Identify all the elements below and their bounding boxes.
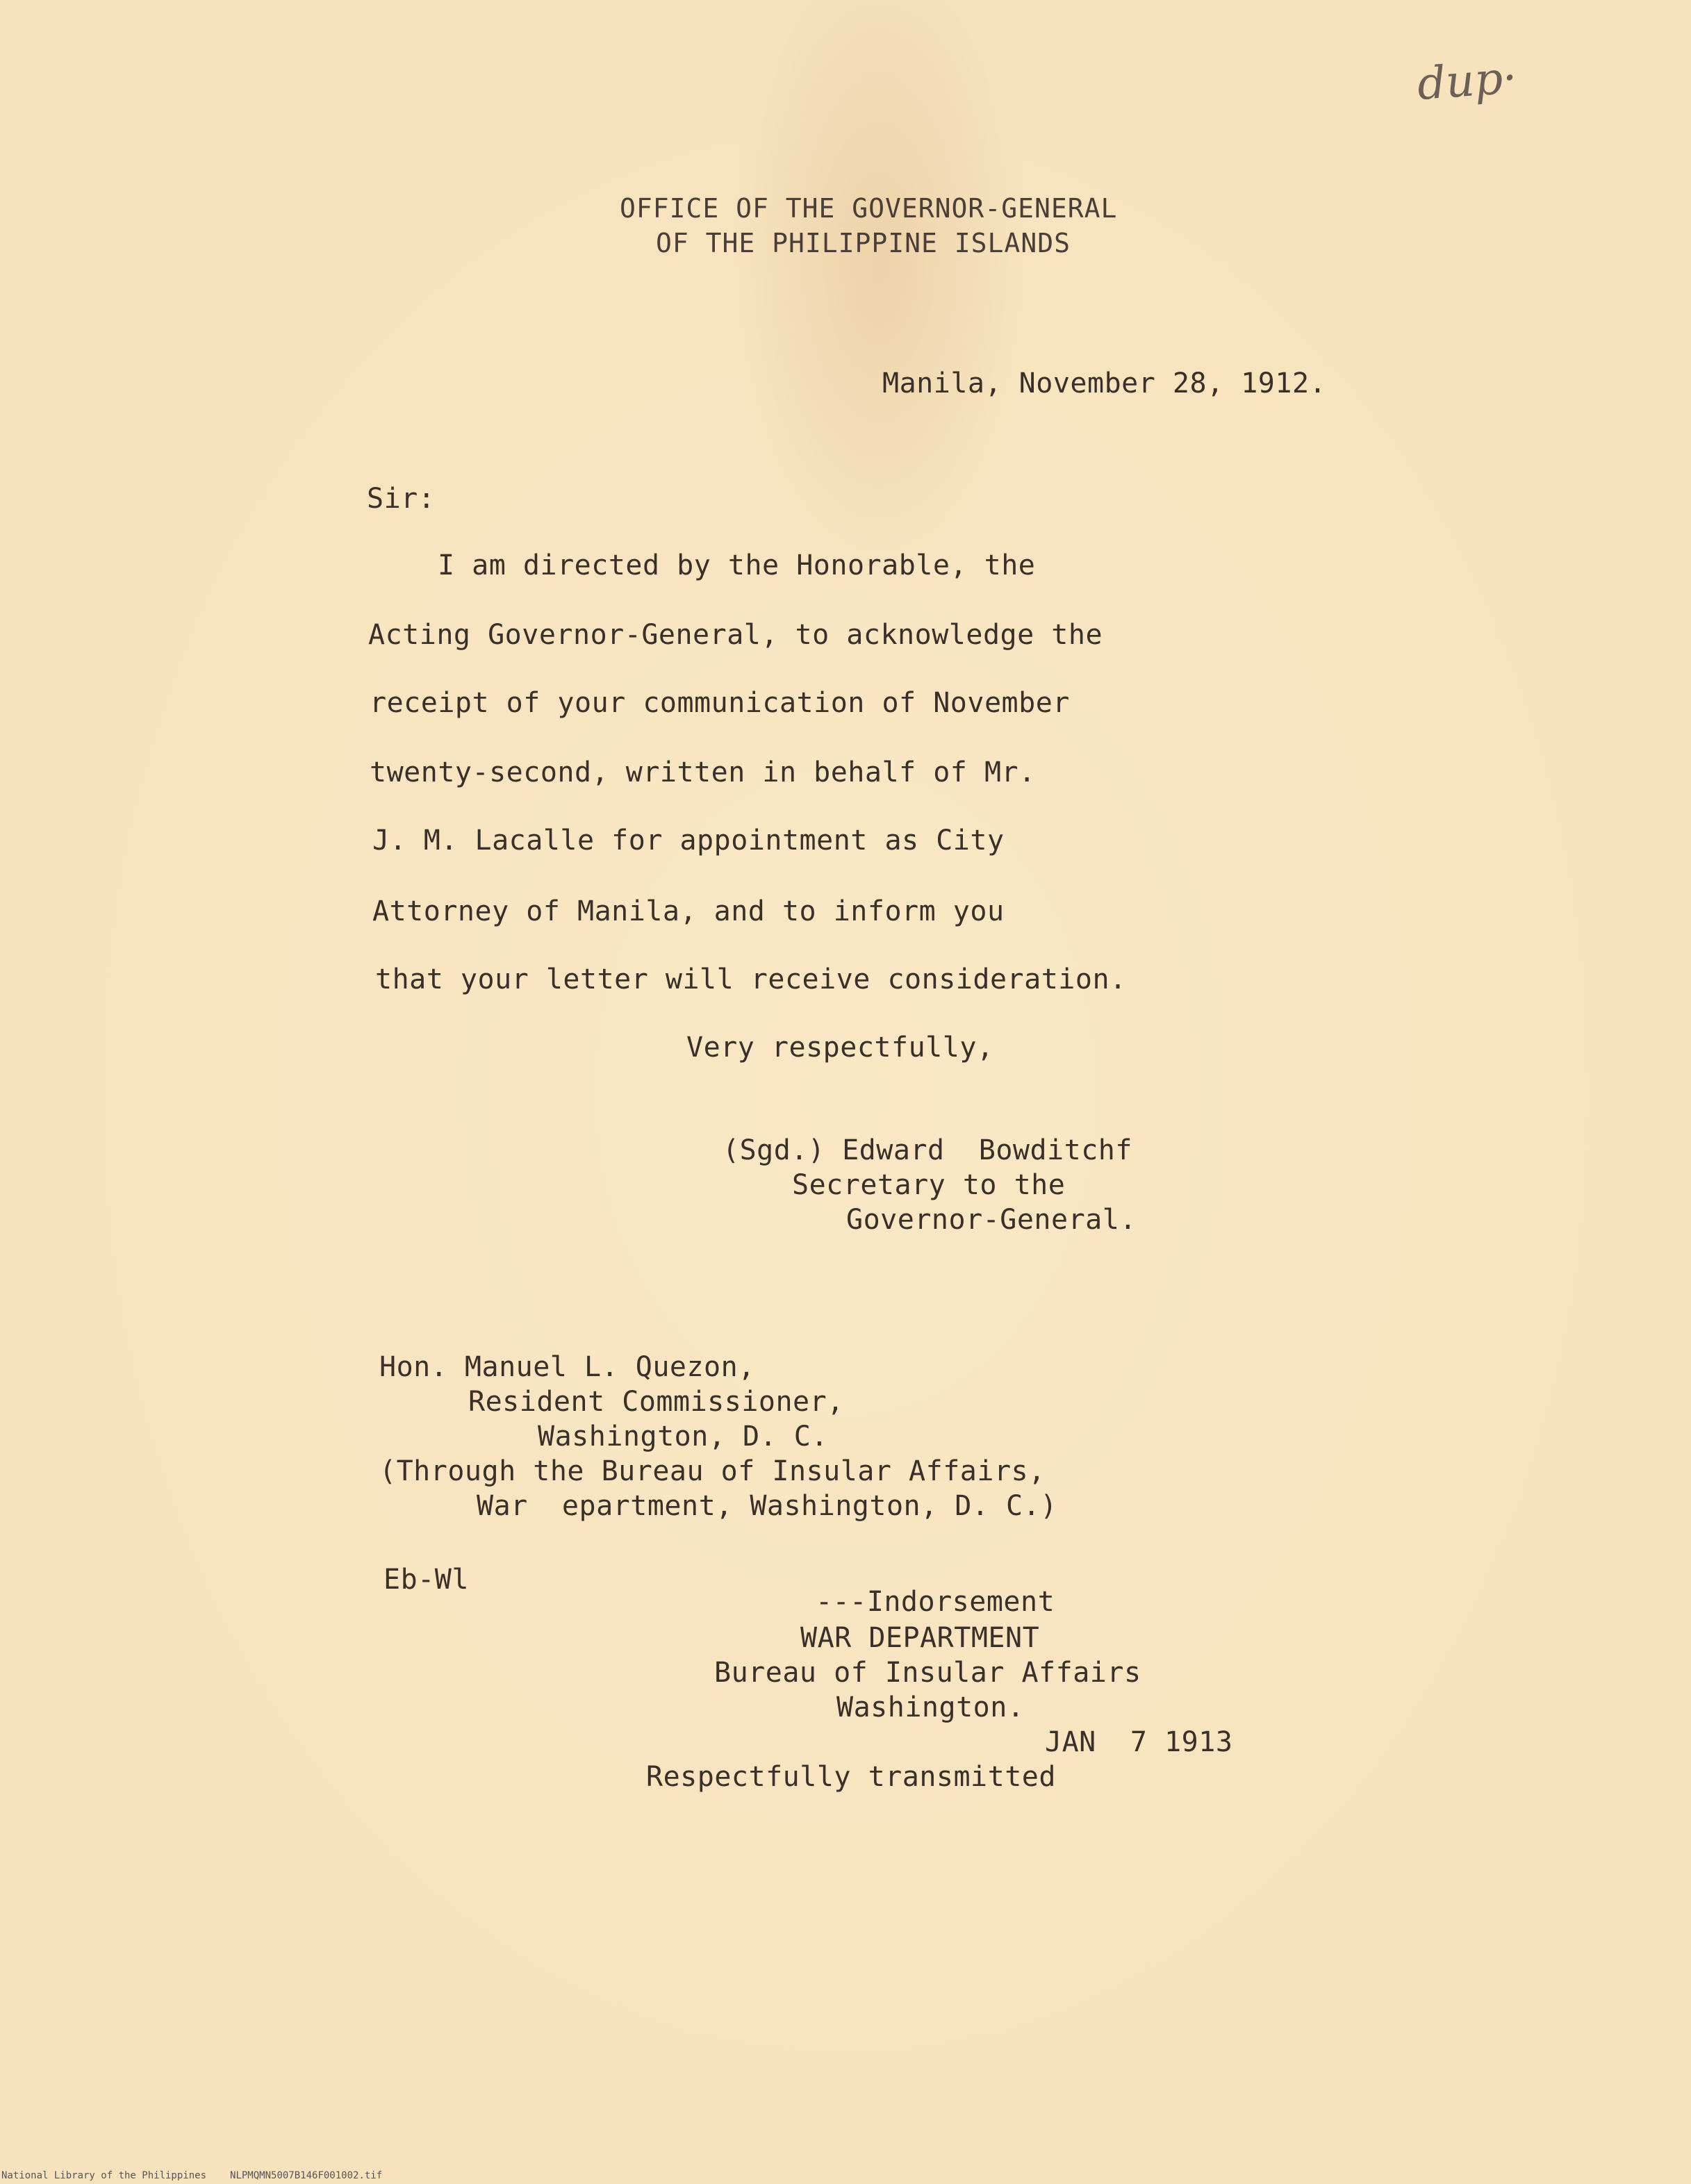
addressee-line-2: Resident Commissioner, xyxy=(468,1386,844,1418)
indorsement-transmitted: Respectfully transmitted xyxy=(646,1761,1056,1793)
initials: Eb-Wl xyxy=(383,1564,469,1596)
addressee-line-5: War epartment, Washington, D. C.) xyxy=(477,1490,1057,1522)
addressee-line-4: (Through the Bureau of Insular Affairs, xyxy=(379,1455,1046,1487)
body-line-5: J. M. Lacalle for appointment as City xyxy=(372,825,1005,857)
signature-title-1: Secretary to the xyxy=(792,1169,1066,1201)
addressee-line-3: Washington, D. C. xyxy=(538,1421,828,1453)
library-name: National Library of the Philippines xyxy=(1,2170,207,2181)
file-id: NLPMQMN5007B146F001002.tif xyxy=(230,2170,383,2181)
body-line-3: receipt of your communication of November xyxy=(370,687,1070,719)
handwritten-note: dup· xyxy=(1415,52,1519,110)
closing: Very respectfully, xyxy=(686,1032,994,1064)
indorsement-date: JAN 7 1913 xyxy=(1045,1726,1233,1758)
date-line: Manila, November 28, 1912. xyxy=(882,367,1327,399)
archive-footer xyxy=(1,2170,406,2181)
body-line-2: Acting Governor-General, to acknowledge the xyxy=(368,619,1103,651)
signature-name: (Sgd.) Edward Bowditchf xyxy=(723,1134,1132,1166)
addressee-line-1: Hon. Manuel L. Quezon, xyxy=(379,1351,755,1383)
body-line-6: Attorney of Manila, and to inform you xyxy=(372,895,1005,927)
body-line-7: that your letter will receive consideration. xyxy=(375,963,1127,995)
salutation: Sir: xyxy=(367,483,436,515)
indorsement-line-2: WAR DEPARTMENT xyxy=(800,1622,1040,1654)
body-line-4: twenty-second, written in behalf of Mr. xyxy=(370,756,1036,788)
signature-title-2: Governor-General. xyxy=(846,1204,1137,1236)
indorsement-line-1: ---Indorsement xyxy=(816,1586,1055,1618)
indorsement-line-4: Washington. xyxy=(836,1691,1025,1723)
letterhead-line-2: OF THE PHILIPPINE ISLANDS xyxy=(656,228,1071,258)
body-line-1: I am directed by the Honorable, the xyxy=(438,549,1036,581)
letterhead-line-1: OFFICE OF THE GOVERNOR-GENERAL xyxy=(620,193,1118,224)
indorsement-line-3: Bureau of Insular Affairs xyxy=(714,1657,1141,1689)
